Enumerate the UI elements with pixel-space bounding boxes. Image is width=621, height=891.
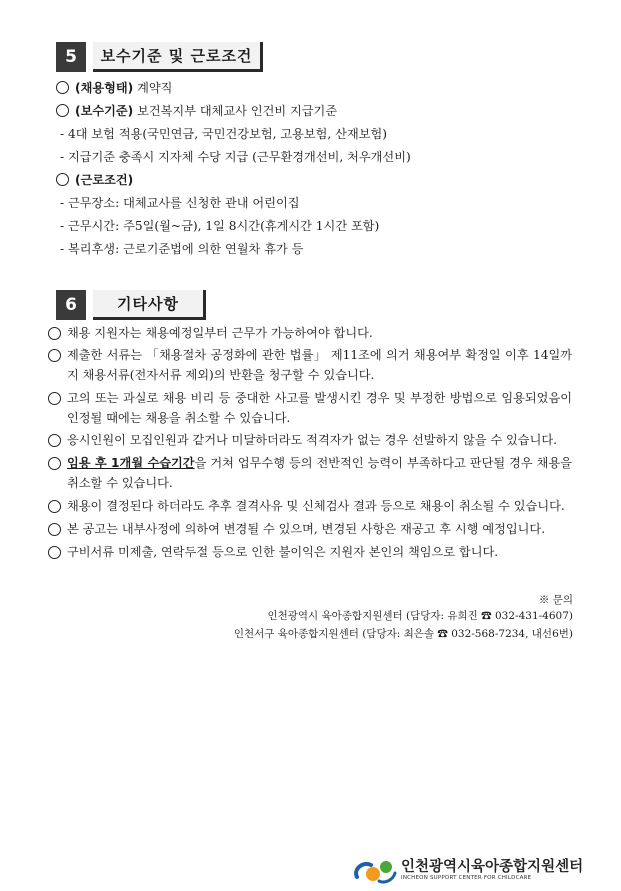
work-item: - 근무시간: 주5일(월~금), 1일 8시간(휴게시간 1시간 포함) bbox=[60, 219, 380, 233]
notice-item: 임용 후 1개월 수습기간을 거쳐 업무수행 등의 전반적인 능력이 부족하다고 판단될 경우 채용을 취소할 수 있습니다. bbox=[48, 453, 572, 493]
section-6-header bbox=[56, 290, 206, 320]
circle-bullet-icon bbox=[48, 523, 61, 536]
circle-bullet-icon bbox=[48, 392, 61, 405]
section-5-title: 보수기준 및 근로조건 bbox=[93, 42, 263, 72]
contact-line: 인천광역시 육아종합지원센터 (담당자: 유희진 ☎ 032-431-4607) bbox=[267, 610, 573, 622]
pay-item: - 지급기준 충족시 지자체 수당 지급 (근무환경개선비, 처우개선비) bbox=[60, 150, 411, 164]
logo-title: 인천광역시육아종합지원센터 bbox=[401, 858, 584, 875]
employment-type-label: (채용형태) bbox=[75, 81, 134, 95]
section-5-number: 5 bbox=[56, 42, 86, 72]
contact-line: 인천서구 육아종합지원센터 (담당자: 최은솔 ☎ 032-568-7234, 내선6번) bbox=[233, 628, 573, 640]
work-item: - 근무장소: 대체교사를 신청한 관내 어린이집 bbox=[60, 196, 300, 210]
notice-item: 구비서류 미제출, 연락두절 등으로 인한 불이익은 지원자 본인의 책임으로 합니다. bbox=[48, 542, 572, 562]
circle-bullet-icon bbox=[56, 104, 69, 117]
notice-item: 응시인원이 모집인원과 같거나 미달하더라도 적격자가 없는 경우 선발하지 않을 수 있습니다. bbox=[48, 430, 572, 450]
notice-item: 고의 또는 과실로 채용 비리 등 중대한 사고를 발생시킨 경우 및 부정한 방법으로 임용되었음이 인정될 때에는 채용을 취소할 수 있습니다. bbox=[48, 388, 572, 428]
section-6-number: 6 bbox=[56, 290, 86, 320]
employment-type-value: 계약직 bbox=[137, 81, 173, 95]
pay-label: (보수기준) bbox=[75, 104, 134, 118]
section-6-title: 기타사항 bbox=[93, 290, 206, 320]
pay-item: - 4대 보험 적용(국민연금, 국민건강보험, 고용보험, 산재보험) bbox=[60, 127, 388, 141]
work-item: - 복리후생: 근로기준법에 의한 연월차 휴가 등 bbox=[60, 242, 304, 256]
work-label: (근로조건) bbox=[75, 173, 134, 187]
notice-item: 제출한 서류는 「채용절차 공정화에 관한 법률」 제11조에 의거 채용여부 확정일 이후 14일까지 채용서류(전자서류 제외)의 반환을 청구할 수 있습니다. bbox=[48, 345, 572, 385]
notice-item: 채용이 결정된다 하더라도 추후 결격사유 및 신체검사 결과 등으로 채용이 취소될 수 있습니다. bbox=[48, 496, 572, 516]
circle-bullet-icon bbox=[48, 434, 61, 447]
circle-bullet-icon bbox=[56, 173, 69, 186]
pay-row bbox=[56, 103, 337, 119]
contact-heading: ※ 문의 bbox=[538, 594, 573, 606]
circle-bullet-icon bbox=[56, 81, 69, 94]
circle-bullet-icon bbox=[48, 327, 61, 340]
section-5-header bbox=[56, 42, 263, 72]
circle-bullet-icon bbox=[48, 457, 61, 470]
circle-bullet-icon bbox=[48, 349, 61, 362]
circle-bullet-icon bbox=[48, 500, 61, 513]
notice-item: 본 공고는 내부사정에 의하여 변경될 수 있으며, 변경된 사항은 재공고 후 시행 예정입니다. bbox=[48, 519, 572, 539]
center-logo bbox=[353, 855, 583, 885]
circle-bullet-icon bbox=[48, 546, 61, 559]
probation-period-text: 임용 후 1개월 수습기간 bbox=[67, 456, 195, 470]
employment-type-row bbox=[56, 80, 172, 96]
pay-value: 보건복지부 대체교사 인건비 지급기준 bbox=[137, 104, 338, 118]
center-logo-icon bbox=[353, 855, 397, 885]
logo-subtitle: INCHEON SUPPORT CENTER FOR CHILDCARE bbox=[401, 874, 532, 881]
notice-item: 채용 지원자는 채용예정일부터 근무가 가능하여야 합니다. bbox=[48, 323, 572, 343]
work-row bbox=[56, 172, 133, 188]
